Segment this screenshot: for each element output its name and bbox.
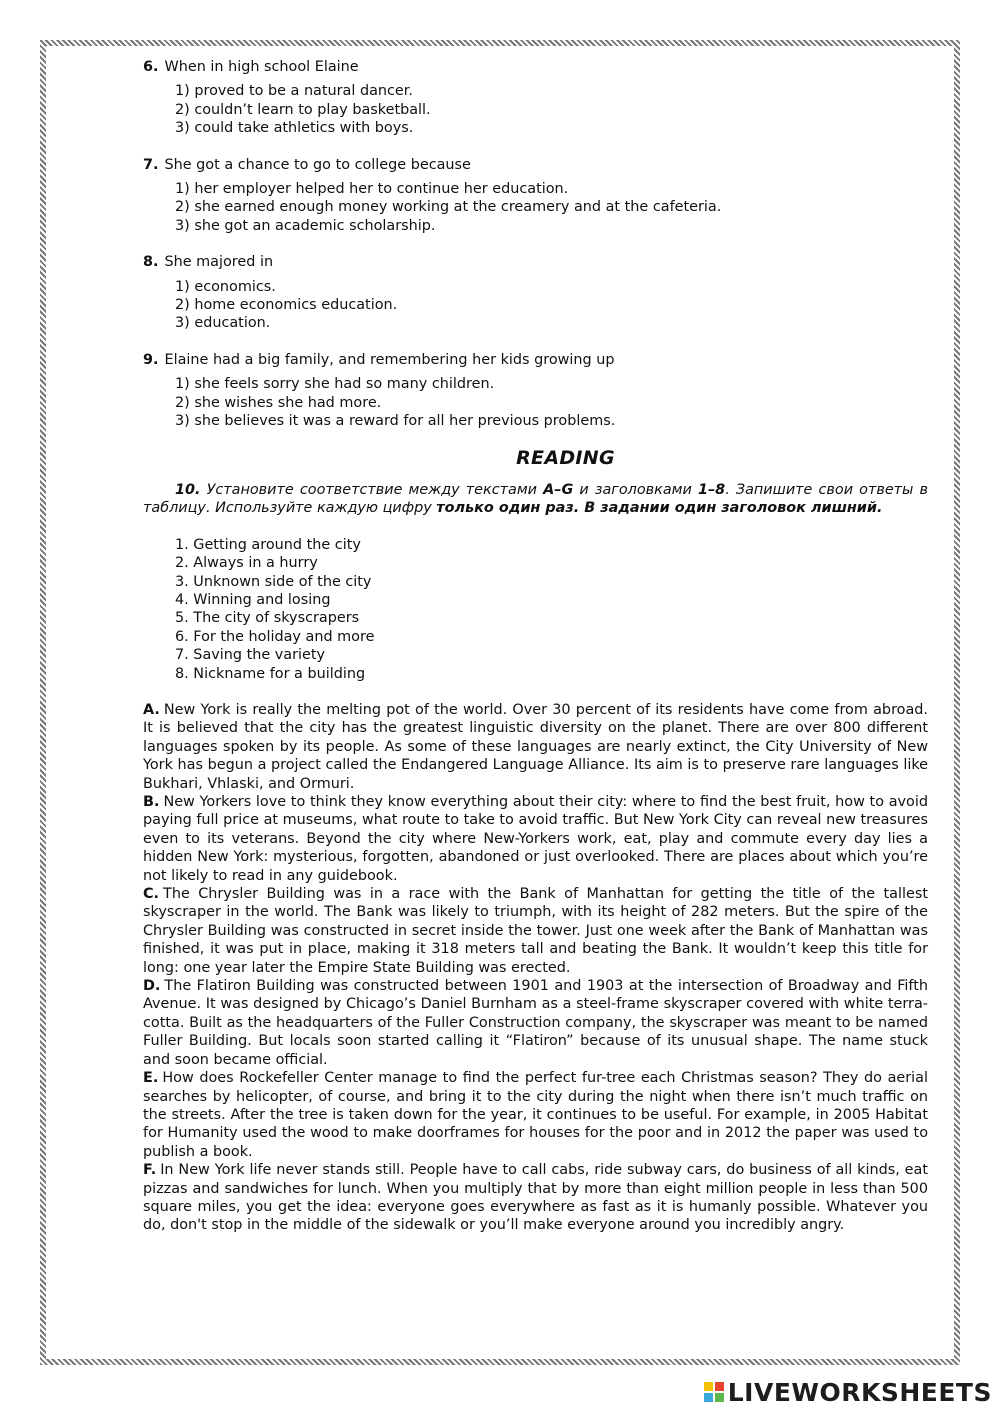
text-e bbox=[143, 1069, 928, 1161]
question-8 bbox=[143, 253, 928, 333]
options-list bbox=[143, 375, 928, 430]
heading-item: 4. Winning and losing bbox=[175, 591, 331, 608]
text-letter: C. bbox=[143, 886, 160, 903]
option: 2) home economics education. bbox=[175, 297, 398, 314]
text-body: New Yorkers love to think they know everything about their city: where to find the best fruit, how to avoid paying full price at museums, what route to take to avoid traffic. But New York City can reveal new treasures even to its veterans. Beyond the city where New-Yorkers work, eat, play and commute every day lies a hidden New York: mysterious, forgotten, abandoned or just overlooked. There are places about which you’re not likely to read in any guidebook. bbox=[143, 794, 928, 884]
question-stem: She majored in bbox=[164, 254, 274, 271]
question-7 bbox=[143, 156, 928, 236]
headings-list bbox=[143, 536, 928, 683]
heading-item: 6. For the holiday and more bbox=[175, 628, 375, 645]
heading-item: 5. The city of skyscrapers bbox=[175, 610, 360, 627]
text-letter: B. bbox=[143, 794, 160, 810]
option: 2) she wishes she had more. bbox=[175, 394, 382, 411]
logo-block bbox=[715, 1382, 724, 1391]
logo-block bbox=[704, 1393, 713, 1402]
option: 2) couldn’t learn to play basketball. bbox=[175, 101, 431, 118]
option: 1) her employer helped her to continue her education. bbox=[175, 181, 569, 198]
reading-texts bbox=[143, 701, 928, 1235]
text-a bbox=[143, 701, 928, 793]
heading-item: 1. Getting around the city bbox=[175, 536, 361, 553]
text-body: New York is really the melting pot of the world. Over 30 percent of its residents have come from abroad. It is believed that the city has the greatest linguistic diversity on the planet. There are over 800 different languages spoken by its people. As some of these languages are nearly extinct, the City University of New York has begun a project called the Endangered Language Alliance. Its aim is to preserve rare languages like Bukhari, Vhlaski, and Ormuri. bbox=[143, 701, 928, 792]
worksheet-content bbox=[143, 58, 928, 1235]
heading-item: 2. Always in a hurry bbox=[175, 555, 318, 572]
text-letter: A. bbox=[143, 701, 160, 718]
heading-item: 8. Nickname for a building bbox=[175, 665, 366, 682]
text-b bbox=[143, 793, 928, 885]
text-letter: E. bbox=[143, 1070, 159, 1087]
options-list bbox=[143, 180, 928, 235]
text-letter: D. bbox=[143, 978, 161, 995]
section-title-reading: READING bbox=[516, 446, 615, 469]
question-number: 8. bbox=[143, 254, 159, 271]
task-number: 10. bbox=[175, 481, 201, 498]
text-d bbox=[143, 977, 928, 1069]
option: 1) economics. bbox=[175, 278, 276, 295]
question-stem: Elaine had a big family, and remembering her kids growing up bbox=[164, 351, 615, 368]
text-body: In New York life never stands still. People have to call cabs, ride subway cars, do business of all kinds, eat pizzas and sandwiches for lunch. When you multiply that by more than eight million people in less than 500 square miles, you get the idea: everyone goes everywhere as fast as it is humanly possible. Whatever you do, don't stop in the middle of the sidewalk or you’ll make everyone around you incredibly angry. bbox=[143, 1162, 928, 1234]
text-body: The Flatiron Building was constructed between 1901 and 1903 at the intersection of Broadway and Fifth Avenue. It was designed by Chicago’s Daniel Burnham as a steel-frame skyscraper covered with white terra-cotta. Built as the headquarters of the Fuller Construction company, the skyscraper was meant to be named Fuller Building. But locals soon started calling it “Flatiron” because of its unusual shape. The name stuck and soon became official. bbox=[143, 978, 928, 1068]
text-letter: F. bbox=[143, 1162, 157, 1179]
text-c bbox=[143, 885, 928, 977]
text-body: The Chrysler Building was in a race with the Bank of Manhattan for getting the title of the tallest skyscraper in the world. The Bank was likely to triumph, with its height of 282 meters. But the spire of the Chrysler Building was constructed in secret inside the tower. Just one week after the Bank of Manhattan was finished, it was put in place, making it 318 meters tall and beating the Bank. It wouldn’t keep this title for long: one year later the Empire State Building was erected. bbox=[143, 886, 928, 976]
option: 1) she feels sorry she had so many children. bbox=[175, 376, 495, 393]
liveworksheets-logo[interactable] bbox=[704, 1376, 992, 1408]
options-list bbox=[143, 278, 928, 333]
question-number: 6. bbox=[143, 59, 159, 75]
question-6 bbox=[143, 58, 928, 138]
question-stem: She got a chance to go to college because bbox=[164, 156, 471, 173]
heading-item: 3. Unknown side of the city bbox=[175, 573, 372, 590]
options-list bbox=[143, 82, 928, 137]
option: 3) she believes it was a reward for all her previous problems. bbox=[175, 413, 616, 430]
text-body: How does Rockefeller Center manage to find the perfect fur-tree each Christmas season? They do aerial searches by helicopter, of course, and bring it to the city during the night when there isn’t much traffic on the streets. After the tree is taken down for the year, it continues to be useful. For example, in 2005 Habitat for Humanity used the wood to make doorframes for houses for the poor and in 2012 the paper was used to publish a book. bbox=[143, 1070, 928, 1160]
liveworksheets-logo-icon bbox=[704, 1382, 724, 1402]
heading-item: 7. Saving the variety bbox=[175, 647, 326, 664]
question-number: 7. bbox=[143, 156, 159, 173]
option: 3) education. bbox=[175, 315, 271, 332]
text-f bbox=[143, 1161, 928, 1235]
brand-name: LIVEWORKSHEETS bbox=[727, 1377, 992, 1407]
question-stem: When in high school Elaine bbox=[164, 59, 359, 75]
question-9 bbox=[143, 351, 928, 431]
option: 2) she earned enough money working at the creamery and at the cafeteria. bbox=[175, 199, 722, 216]
logo-block bbox=[715, 1393, 724, 1402]
question-number: 9. bbox=[143, 351, 159, 368]
logo-block bbox=[704, 1382, 713, 1391]
option: 3) she got an academic scholarship. bbox=[175, 217, 436, 234]
option: 1) proved to be a natural dancer. bbox=[175, 83, 413, 100]
option: 3) could take athletics with boys. bbox=[175, 120, 414, 137]
task-instructions: 10. Установите соответствие между текстами A–G и заголовками 1–8. Запишите свои ответы в таблицу. Используйте каждую цифру только один раз. В задании один заголовок лишний. bbox=[143, 481, 928, 517]
